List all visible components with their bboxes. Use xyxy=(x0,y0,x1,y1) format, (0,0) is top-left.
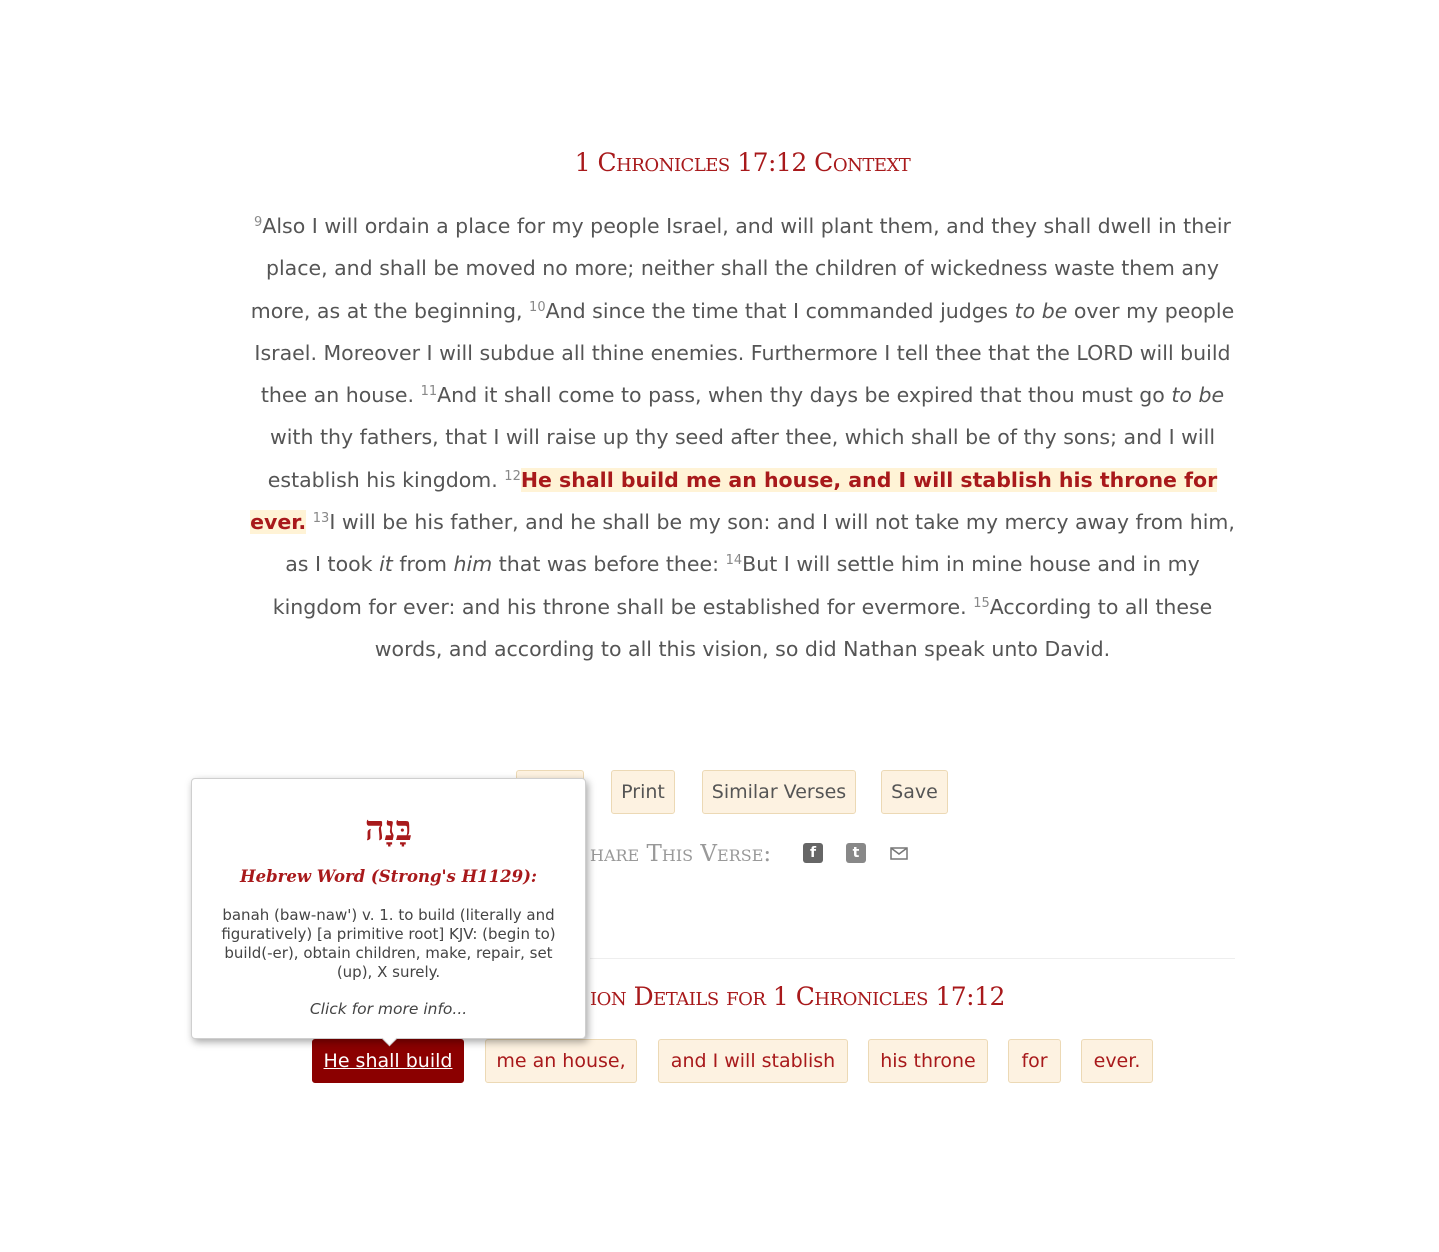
verse-text: that was before thee: xyxy=(492,552,720,577)
twitter-icon[interactable]: t xyxy=(846,843,866,863)
divider xyxy=(590,958,1235,959)
context-title: 1 Chronicles 17:12 Context xyxy=(574,148,911,177)
strongs-label: Hebrew Word (Strong's H1129): xyxy=(240,867,537,886)
verse-text: I will be his father, and he shall be my son: and I will not take my mercy away from him, as I took xyxy=(285,510,1235,577)
verse-text: Also I will ordain a place for my people Israel, and will plant them, and they shall dwell in their place, and shall be moved no more; neither shall the children of wickedness waste them any more, as at the beginning, xyxy=(250,214,1231,323)
italic-text: to be xyxy=(1171,383,1225,408)
verse-text: But I will settle him in mine house and in my kingdom for ever: and his throne shall be established for evermore. xyxy=(272,552,1200,619)
word-tooltip[interactable] xyxy=(191,778,586,1039)
verse-text: And it shall come to pass, when thy days be expired that thou must go xyxy=(437,383,1172,408)
verse-text: with thy fathers, that I will raise up thy seed after thee, which shall be of thy sons; and I will establish his kingdom. xyxy=(267,425,1216,492)
verse-text: According to all these words, and according to all this vision, so did Nathan speak unto David. xyxy=(374,594,1213,661)
verse-number: 13 xyxy=(312,511,330,527)
translation-word[interactable]: ever. xyxy=(1081,1039,1153,1083)
verse-number: 9 xyxy=(254,215,263,230)
translation-word[interactable]: for xyxy=(1008,1039,1061,1083)
context-passage xyxy=(250,205,1235,670)
verse-text: from xyxy=(392,552,454,577)
italic-text: to be xyxy=(1014,298,1068,323)
save-button[interactable]: Save xyxy=(881,770,948,814)
email-icon[interactable] xyxy=(889,843,909,863)
italic-text: it xyxy=(379,552,393,577)
translation-title: ion Details for 1 Chronicles 17:12 xyxy=(590,982,1005,1011)
translation-word[interactable]: He shall build xyxy=(312,1039,464,1083)
print-button[interactable]: Print xyxy=(611,770,675,814)
more-info-link[interactable]: Click for more info... xyxy=(309,1000,468,1018)
highlighted-verse: He shall build me an house, and I will stablish his throne for ever. xyxy=(250,467,1218,535)
verse-text: And since the time that I commanded judges xyxy=(545,298,1015,323)
translation-word[interactable]: his throne xyxy=(868,1039,988,1083)
verse-number: 11 xyxy=(420,384,438,400)
verse-number: 15 xyxy=(973,595,990,611)
verse-number: 10 xyxy=(529,299,546,315)
facebook-icon[interactable]: f xyxy=(803,843,823,863)
share-label: hare This Verse: xyxy=(590,841,772,867)
similar-verses-button[interactable]: Similar Verses xyxy=(702,770,856,814)
verse-text: over my people Israel. Moreover I will subdue all thine enemies. Furthermore I tell thee that the LORD will build thee an house. xyxy=(254,298,1235,408)
translation-word[interactable]: me an house, xyxy=(485,1039,637,1083)
hebrew-word: בָּנָה xyxy=(365,809,412,849)
word-definition: banah (baw-naw') v. 1. to build (literally and figuratively) [a primitive root] KJV: (begin to) build(-er), obtain children, make, repair, set (up), X surely. xyxy=(221,906,556,981)
italic-text: him xyxy=(453,552,493,577)
translation-word[interactable]: and I will stablish xyxy=(658,1039,848,1083)
verse-number: 12 xyxy=(504,468,521,484)
verse-number: 14 xyxy=(725,553,743,569)
